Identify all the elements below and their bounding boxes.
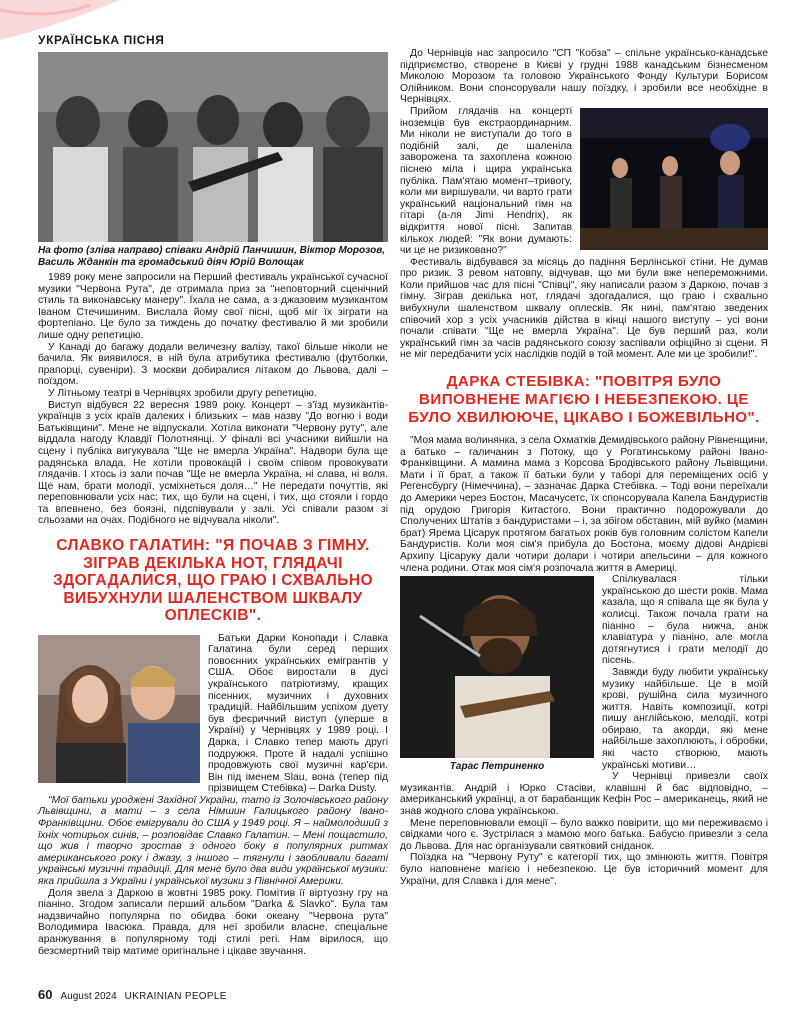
section-label: УКРАЇНСЬКА ПІСНЯ bbox=[38, 33, 165, 47]
concert-photo-bw bbox=[38, 52, 388, 242]
paragraph: "Моя мама волинянка, з села Охматків Демидівського району Рівненщини, а батько – галичанин з Потоку, що у Рогатинському районі Івано-Франківщини. А мамина мама з Корсова Бродівського району Львівщини. Мати і її брат, а також її батьки були у таборі для переміщених осіб у Регенсбургу (Німеччина), – зазначає Дарка Стебівка. – Тоді вони переїхали до Америки через Бостон, Масачусетс, їх спонсорувала Капела Бандуристів під орудою Григорія Китастого. Вони практично подорожували до Сполучених Штатів з бандуристами – і, за збігом обставин, мій вуйко (мамин брат) Ярема Цісарук протягом багатьох років був головним солістом Капели Бандуристів. Коли моя сім'я прибула до Бостона, моєму дідові Андрієві Архипу Цісаруку дали чотири долари і чотири апельсини – для кожного члена родини. Отак моя сім'я розпочала життя в Америці. bbox=[400, 435, 768, 574]
paragraph: У Канаді до багажу додали величезну валізу, такої більше ніколи не бачила. Як виявилося, в ній була атрибутика фестивалю (футболки, прапорці, сувеніри). З москви добиралися літаком до Львова, далі – поїздом. bbox=[38, 341, 388, 388]
paragraph: Мене переповнювали емоції – було важко повірити, що ми переживаємо і свідками чого є. Зустрілася з мамою мого батька. Бабусю привезли з села до Львова. Для нас організували святковий сніданок. bbox=[400, 817, 768, 852]
paragraph: Поїздка на "Червону Руту" є категорії тих, що змінюють життя. Повітря було наповнене магією і небезпекою. Це був історичний момент для України, для Славка і для мене". bbox=[400, 852, 768, 887]
paragraph: У Чернівці привезли своїх музикантів. Андрій і Юрко Стасіви, клавішні й бас відповідно, – американський українці, а от барабанщик Кефін Рос – американець, який не знав жодного слова українською. bbox=[400, 771, 768, 818]
stage-photo bbox=[580, 108, 768, 250]
paragraph: 1989 року мене запросили на Перший фестиваль української сучасної музики "Червона Рута", де отримала приз за "неповторний сценічний стиль та виконавську манеру". Їхала не сама, а з джазовим музикантом Іваном Стечишиним. Вислала йому свої пісні, щоб міг їх зіграти на фортепіано. Це було за тиждень до початку фестивалю й ми зробили лише одну репетицію. bbox=[38, 272, 388, 341]
headline-slavko: СЛАВКО ГАЛАТИН: "Я ПОЧАВ З ГІМНУ. ЗІГРАВ ДЕКІЛЬКА НОТ, ГЛЯДАЧІ ЗДОГАДАЛИСЯ, ЩО ГРАЮ І СХВАЛЬНО ВИБУХНУЛИ ШАЛЕНСТВОМ ШКВАЛУ ОПЛЕСКІВ". bbox=[52, 537, 374, 625]
paragraph: Прийом глядачів на концерті іноземців був екстраординарним. Ми ніколи не виступали до того в подібній залі, де шаленіла заворожена та захоплена кожною піснею міла і щира українська публіка. Пам'ятаю момент–тривогу, коли ми вирішували, чи варто грати український національний гімн на гітарі (а-ля Jimi Hendrix), як відкриття нової пісні. Запитав кількох людей: "Як вони думають: чи це не ризиковано?" bbox=[400, 105, 572, 257]
paragraph: Батьки Дарки Конопади і Славка Галатина були серед перших повоєнних українських емігрантів у США. Обоє виростали в дусі українського патріотизму, кращих пісенних, музичних і духовних традицій. Найбільшим успіхом дуету був феєричний виступ (уперше в Україні) у Чернівцях у 1989 році. І Дарка, і Славко тепер мають другі подружжя. Проте й надалі успішно продовжують свої музичні кар'єри. Він під іменем Slau, вона (тепер під прізвищем Стебівка) – Darka Dusty. bbox=[208, 632, 388, 795]
duo-photo bbox=[38, 635, 200, 783]
paragraph: У Літньому театрі в Чернівцях зробили другу репетицію. bbox=[48, 387, 317, 399]
page-number: 60 bbox=[38, 987, 53, 1002]
paragraph: Завжди буду любити українську музику найбільше. Це в моїй крові, рушійна сила музичного життя. Навіть композиції, котрі пишу англійською, мелодії, котрі обираю, та акорди, які мене найбільше захоплюють, і обробки, які часто створюю, мають українські мотиви… bbox=[602, 666, 768, 771]
paragraph: Виступ відбувся 22 вересня 1989 року. Концерт – з'їзд музикантів-українців з усіх країв далеких і близьких – мав назву "До вогню і води Батьківщини". Мене не відпускали. Хотіла виконати "Червону руту", але віддала нагоду Клавдії Полотнянці. У фіналі всі учасники вийшли на сцену і публіка вигукувала "Ще не вмерла Україна". Надвори була ще радянська влада. Не хотіли провокацій і своїм співом провокувати глядачів. І хтось із зали почав "Ще не вмерла Україна, ні слава, ні воля. Ще нам, брати молодії, усміхнеться доля…" Не передати почуттів, які переповнювали усіх нас: тих, що були на сцені, і тих, що стояли і гордо та впевнено, без боязні, підспівували у залі. Усі співали разом зі сльозами на очах. Подібного не відчувала ніколи". bbox=[38, 399, 388, 527]
magazine-name: UKRAINIAN PEOPLE bbox=[124, 991, 227, 1002]
left-column bbox=[38, 52, 388, 957]
paragraph: До Чернівців нас запросило "СП "Кобза" – спільне українсько-канадське підприємство, створене в Києві у грудні 1988 канадським бізнесменом Миколою Морозом та головою Українського Фонду Культури Борисом Олійником. Вони спонсорували нашу поїздку, і зробили все необхідне в Чернівцях. bbox=[400, 48, 768, 106]
headline-darka: ДАРКА СТЕБІВКА: "ПОВІТРЯ БУЛО ВИПОВНЕНЕ МАГІЄЮ І НЕБЕЗПЕКОЮ. ЦЕ БУЛО ХВИЛЮЮЧЕ, ЦІКАВО І БОЖЕВІЛЬНО". bbox=[408, 373, 760, 427]
taras-photo-block bbox=[400, 576, 594, 777]
taras-caption: Тарас Петриненко bbox=[449, 761, 545, 773]
photo-caption: На фото (зліва направо) співаки Андрій Панчишин, Віктор Морозов, Василь Жданкін та громадський діяч Юрій Волощак bbox=[38, 245, 386, 268]
taras-photo bbox=[400, 576, 594, 758]
right-column bbox=[400, 48, 768, 887]
paragraph: Доля звела з Даркою в жовтні 1985 року. Помітив її віртуозну гру на піаніно. Згодом записали перший альбом "Darka & Slavko". Була там надзвичайно популярна по обидва боки океану "Червона рута" Володимира Івасюка. Правда, для неї зробили власне, спеціальне аранжування в популярному тоді стилі регі. Нам вірилося, що безсмертний твір матиме оригінальне і цікаве звучання. bbox=[38, 887, 388, 957]
page-footer bbox=[38, 987, 227, 1002]
issue-date: August 2024 bbox=[60, 991, 117, 1002]
paragraph: Спілкувалася тільки українською до шести років. Мама казала, що я співала ще як була у колисці. Також почала грати на піаніно – була нижча, аніж клавіатура у піаніно, але могла дотягнутися і грати мелодії до пісень. bbox=[602, 574, 768, 667]
quote-paragraph: "Мої батьки уроджені Західної України, тато із Золочівського району Львівщини, а мати – з села Німшин Галицького району Івано-Франківщини. Обоє емігрували до США у 1949 році. Я – наймолодший з їхніх чотирьох синів, – розповідає Славко Галатин. – Мені пощастило, що жив і творчо зростав з одного боку в популярних ритмах американського року і джазу, з іншого – тягнули і заобливали багаті українські музичні традиції. Для мене було два види української музики: яка прийшла з України і української музики з Північної Америки. bbox=[38, 794, 388, 888]
paragraph: Фестиваль відбувався за місяць до падіння Берлінської стіни. Не думав про ризик. З ревом натовпу, відчував, що ми були вже непереможними. Коли прийшов час для пісні "Співці", яку написали разом з Даркою, почав з гімну. Зіграв декілька нот, глядачі здогадалися, що граю і схвально вибухнули шаленством шквалу оплесків. Як нині, пам'ятаю зведених співочий хор з усіх учасників дійства в кінці нашого виступу – усі вони почали співати "Ще не вмерла Україна". Це був перший раз, коли український гімн за часів радянського союзу заспівали офіційно зі сцени. Я не міг передбачити усіх наслідків подій в той момент. Але ми це зробили!". bbox=[400, 256, 768, 361]
